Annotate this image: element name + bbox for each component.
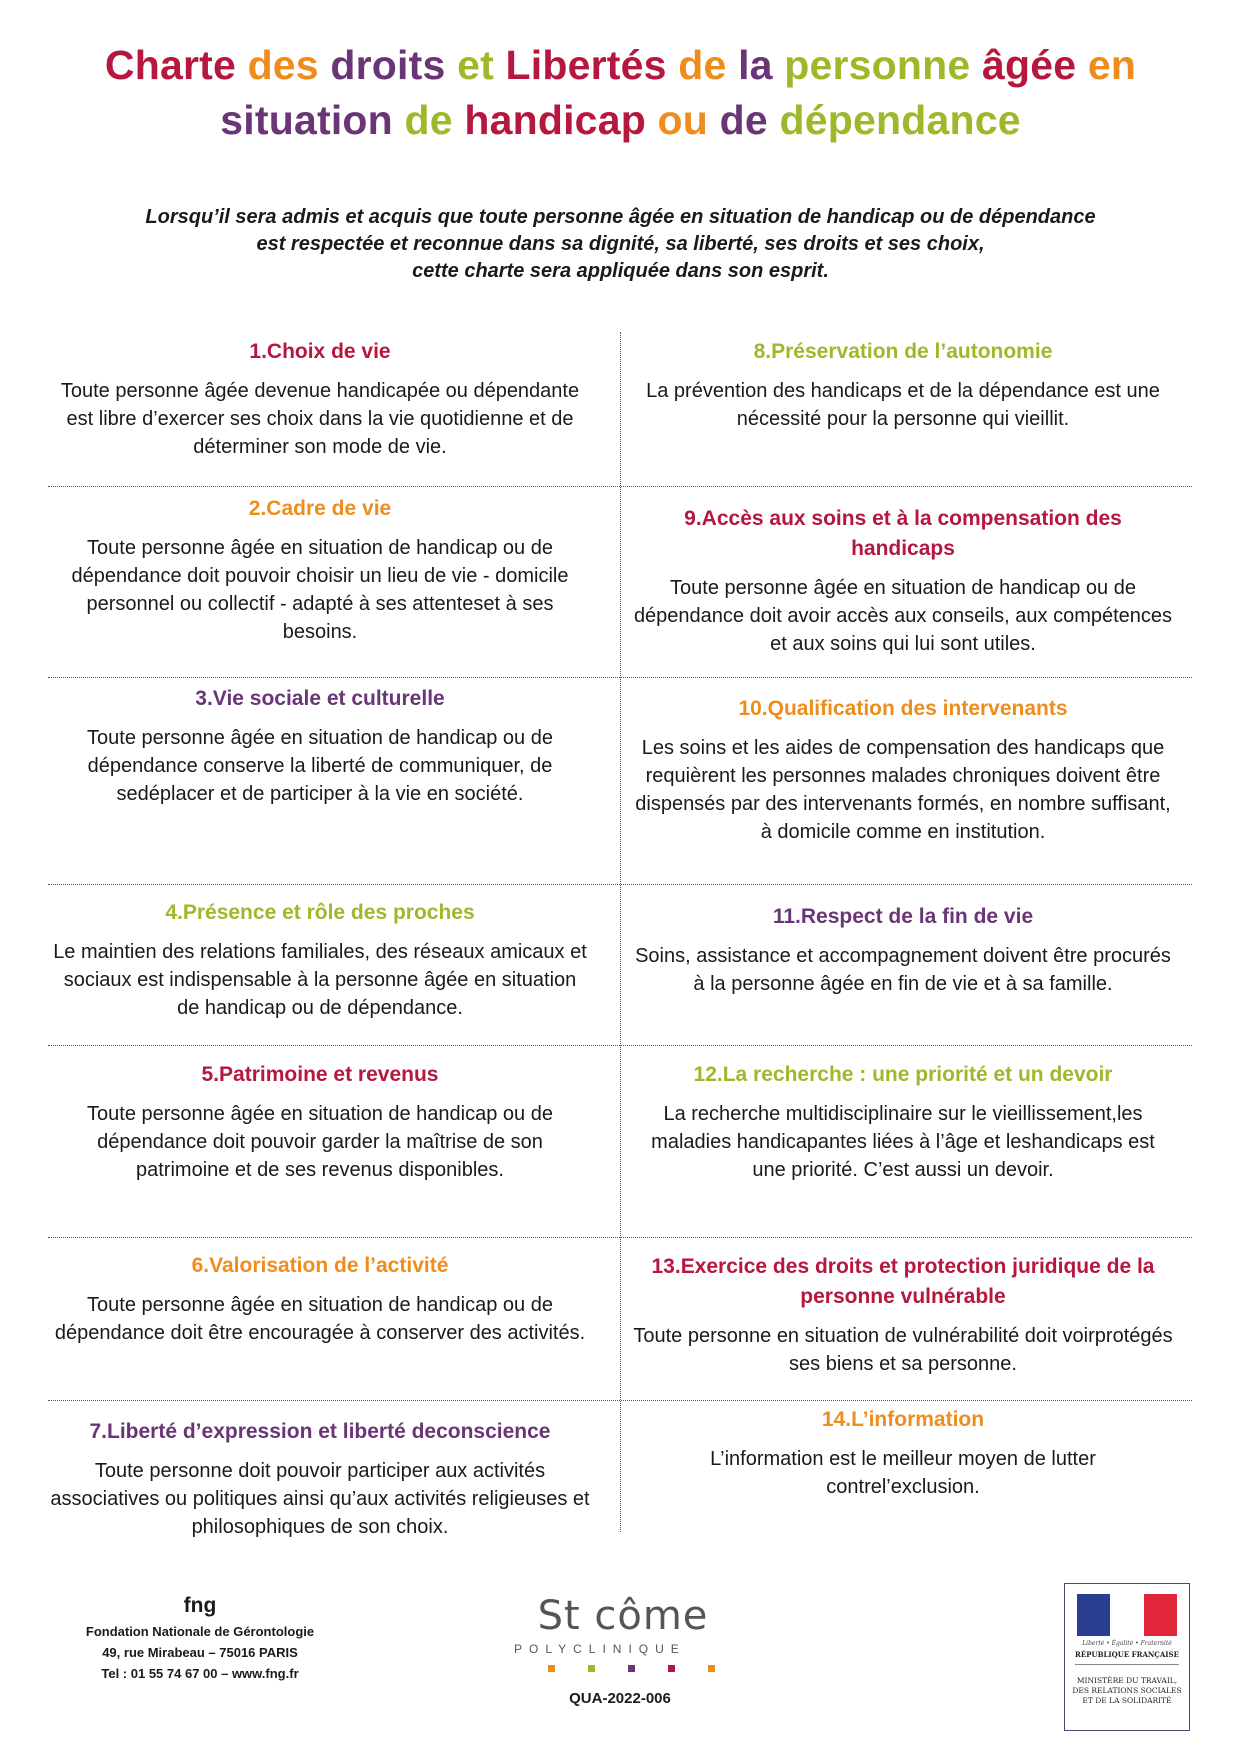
article-title: 2.Cadre de vie	[248, 497, 392, 520]
article-title: 12.La recherche : une priorité et un devoir	[693, 1063, 1113, 1086]
article-1	[50, 337, 590, 461]
title-word: ou	[657, 97, 720, 143]
article-text: Toute personne âgée en situation de handicap ou de dépendance conserve la liberté de communiquer, de sedéplacer et de participer à la vie en société.	[87, 727, 553, 805]
article-text: Toute personne âgée en situation de handicap ou de dépendance doit pouvoir choisir un lieu de vie - domicile personnel ou collectif - adapté à ses attenteset à ses besoins.	[71, 537, 569, 643]
title-word: de	[404, 97, 465, 143]
fng-name: fng	[183, 1594, 217, 1617]
column-divider	[620, 332, 621, 1532]
st-come-logo	[508, 1593, 738, 1657]
article-7	[50, 1417, 590, 1541]
title-word: de	[678, 42, 739, 88]
fng-address: 49, rue Mirabeau – 75016 PARIS	[102, 1645, 298, 1660]
article-title: 7.Liberté d’expression et liberté deconscience	[89, 1420, 551, 1443]
article-text: Toute personne âgée en situation de handicap ou de dépendance doit pouvoir garder la maîtrise de son patrimoine et de ses revenus disponibles.	[87, 1103, 553, 1181]
article-text: Toute personne âgée en situation de handicap ou de dépendance doit avoir accès aux conseils, aux compétences et aux soins qui lui sont utiles.	[633, 577, 1173, 655]
ministry-devise: Liberté • Égalité • Fraternité	[1082, 1640, 1172, 1647]
ministry-divider	[1075, 1664, 1179, 1665]
article-5	[50, 1060, 590, 1184]
fng-full-name: Fondation Nationale de Gérontologie	[85, 1624, 315, 1639]
row-divider	[48, 486, 1192, 487]
ministry-republique: RÉPUBLIQUE FRANÇAISE	[1075, 1650, 1179, 1659]
article-title: 1.Choix de vie	[249, 340, 391, 363]
row-divider	[48, 1045, 1192, 1046]
fng-contact: Tel : 01 55 74 67 00 – www.fng.fr	[101, 1666, 299, 1681]
title-word: de	[719, 97, 780, 143]
logo-subtitle: POLYCLINIQUE	[514, 1642, 686, 1656]
article-10	[633, 694, 1173, 846]
article-text: Toute personne doit pouvoir participer aux activités associatives ou politiques ainsi qu’aux activités religieuses et philosophiques de son choix.	[50, 1460, 590, 1538]
article-12	[633, 1060, 1173, 1184]
article-title: 4.Présence et rôle des proches	[165, 901, 475, 924]
intro-line: est respectée et reconnue dans sa dignité, sa liberté, ses droits et ses choix,	[256, 233, 985, 255]
title-word: dépendance	[779, 97, 1021, 143]
article-11	[633, 902, 1173, 998]
article-title: 14.L’information	[821, 1408, 985, 1431]
article-9	[633, 504, 1173, 658]
intro-paragraph	[60, 204, 1181, 285]
article-title: 3.Vie sociale et culturelle	[195, 687, 445, 710]
title-word: et	[457, 42, 506, 88]
intro-line: Lorsqu’il sera admis et acquis que toute personne âgée en situation de handicap ou de dépendance	[145, 206, 1096, 228]
intro-line: cette charte sera appliquée dans son esprit.	[412, 260, 829, 282]
article-text: Le maintien des relations familiales, des réseaux amicaux et sociaux est indispensable à la personne âgée en situation de handicap ou de dépendance.	[53, 941, 587, 1019]
article-title: 13.Exercice des droits et protection juridique de la personne vulnérable	[651, 1255, 1155, 1308]
article-title: 11.Respect de la fin de vie	[772, 905, 1034, 928]
title-word: en	[1087, 42, 1137, 88]
article-6	[50, 1251, 590, 1347]
title-word: Libertés	[505, 42, 679, 88]
article-4	[50, 898, 590, 1022]
article-text: Soins, assistance et accompagnement doivent être procurés à la personne âgée en fin de vie et à sa famille.	[635, 945, 1171, 995]
logo-wordmark: St côme	[537, 1593, 709, 1639]
title-line-1	[60, 38, 1181, 93]
article-text: Les soins et les aides de compensation des handicaps que requièrent les personnes malades chroniques doivent être dispensés par des intervenants formés, en nombre suffisant, à domicile comme en institution.	[635, 737, 1171, 843]
title-word: handicap	[464, 97, 658, 143]
logo-color-squares	[548, 1665, 718, 1673]
article-title: 10.Qualification des intervenants	[738, 697, 1068, 720]
article-title: 6.Valorisation de l’activité	[191, 1254, 449, 1277]
document-code: QUA-2022-006	[569, 1690, 671, 1707]
article-3	[50, 684, 590, 808]
title-word: personne	[784, 42, 982, 88]
row-divider	[48, 1237, 1192, 1238]
article-text: Toute personne en situation de vulnérabilité doit voirprotégés ses biens et sa personne.	[633, 1325, 1173, 1375]
article-text: Toute personne âgée devenue handicapée ou dépendante est libre d’exercer ses choix dans la vie quotidienne et de déterminer son mode de vie.	[60, 380, 580, 458]
title-word: Charte	[104, 42, 248, 88]
article-title: 5.Patrimoine et revenus	[201, 1063, 439, 1086]
article-title: 9.Accès aux soins et à la compensation des handicaps	[684, 507, 1122, 560]
article-8	[633, 337, 1173, 433]
article-text: La prévention des handicaps et de la dépendance est une nécessité pour la personne qui vieillit.	[646, 380, 1160, 430]
article-14	[633, 1405, 1173, 1501]
french-flag-icon	[1077, 1594, 1177, 1636]
page-title	[60, 38, 1181, 148]
article-13	[633, 1252, 1173, 1378]
article-text: Toute personne âgée en situation de handicap ou de dépendance doit être encouragée à conserver des activités.	[54, 1294, 586, 1344]
ministry-logo	[1064, 1583, 1190, 1731]
title-word: âgée	[982, 42, 1088, 88]
article-text: La recherche multidisciplinaire sur le vieillissement,les maladies handicapantes liées à l’âge et leshandicaps est une priorité. C’est aussi un devoir.	[651, 1103, 1155, 1181]
title-word: la	[738, 42, 785, 88]
ministry-name: MINISTÈRE DU TRAVAIL, DES RELATIONS SOCIALES ET DE LA SOLIDARITÉ	[1072, 1676, 1182, 1705]
article-2	[50, 494, 590, 646]
row-divider	[48, 884, 1192, 885]
article-text: L’information est le meilleur moyen de lutter contrel’exclusion.	[710, 1448, 1096, 1498]
article-title: 8.Préservation de l’autonomie	[753, 340, 1053, 363]
title-word: droits	[330, 42, 458, 88]
title-word: situation	[220, 97, 405, 143]
row-divider	[48, 677, 1192, 678]
title-line-2	[60, 93, 1181, 148]
fng-contact-block	[40, 1591, 360, 1684]
row-divider	[48, 1400, 1192, 1401]
title-word: des	[247, 42, 331, 88]
